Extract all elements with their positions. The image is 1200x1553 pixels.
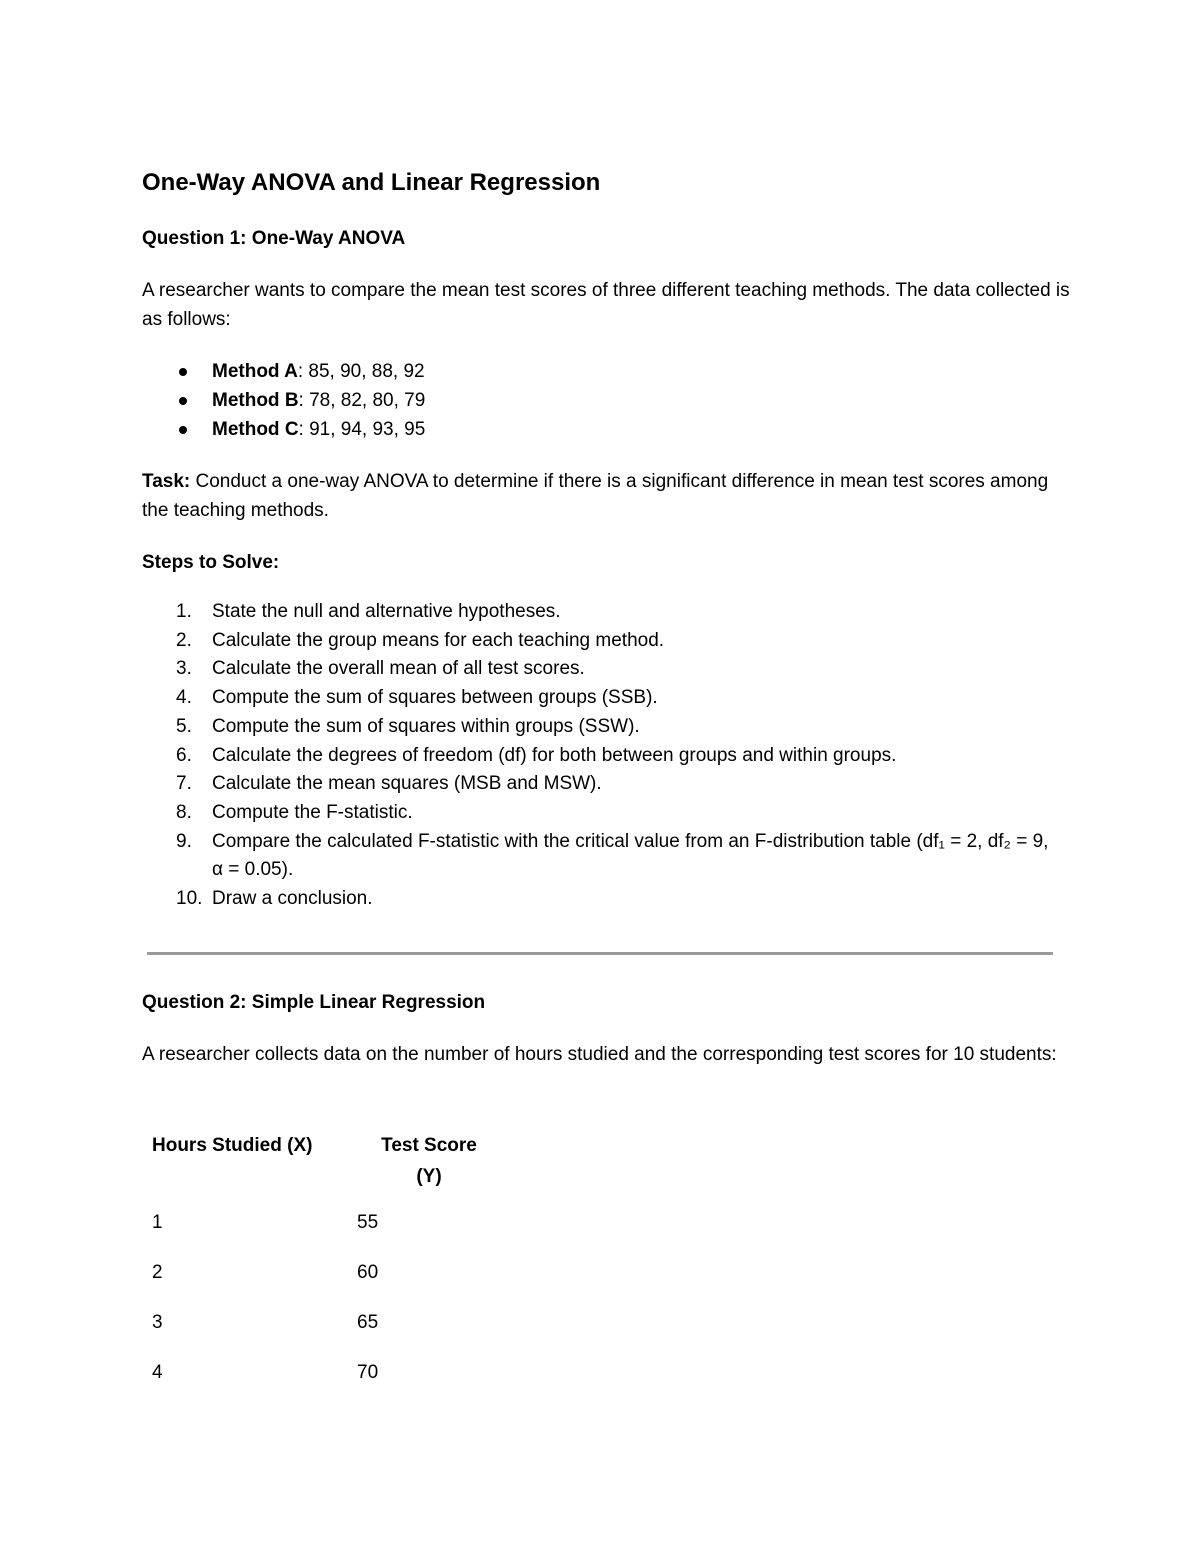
method-list: [176, 357, 425, 444]
list-item: [176, 770, 1056, 799]
step-number: 3.: [176, 658, 192, 680]
list-item: [176, 713, 1056, 742]
step-number: 8.: [176, 801, 192, 823]
step-text: Calculate the overall mean of all test scores.: [212, 658, 585, 680]
task-label: Task:: [142, 471, 191, 492]
method-label: Method B: [212, 390, 299, 411]
step-text: Draw a conclusion.: [212, 888, 373, 910]
question-2-heading: Question 2: Simple Linear Regression: [142, 992, 486, 1013]
method-values: : 85, 90, 88, 92: [297, 361, 425, 382]
step-text: Compute the sum of squares within groups (SSW).: [212, 715, 640, 737]
cell-y: 55: [357, 1212, 379, 1233]
cell-x: 3: [152, 1312, 163, 1333]
cell-y: 65: [357, 1312, 379, 1333]
step-number: 6.: [176, 744, 192, 766]
bullet-icon: [179, 397, 187, 405]
list-item: [176, 386, 425, 415]
list-item: [176, 885, 1056, 914]
list-item: [176, 627, 1056, 656]
method-values: : 91, 94, 93, 95: [298, 419, 426, 440]
step-number: 7.: [176, 773, 192, 795]
list-item: [176, 655, 1056, 684]
list-item: [176, 742, 1056, 771]
step-number: 4.: [176, 687, 192, 709]
cell-y: 70: [357, 1362, 379, 1383]
method-label: Method C: [212, 419, 299, 440]
steps-list: [176, 598, 1056, 914]
step-number: 1.: [176, 601, 192, 622]
column-header-y-line-2: (Y): [416, 1166, 442, 1187]
step-text: Calculate the group means for each teaching method.: [212, 629, 665, 651]
cell-x: 4: [152, 1362, 163, 1383]
list-item: [176, 598, 1056, 627]
step-text: Compare the calculated F-statistic with the critical value from an F-distribution table (df₁ = 2, df₂ = 9, α = 0.05).: [212, 830, 1049, 881]
step-text: Calculate the mean squares (MSB and MSW).: [212, 773, 602, 795]
cell-y: 60: [357, 1262, 379, 1283]
steps-heading: Steps to Solve:: [142, 552, 280, 573]
bullet-icon: [179, 368, 187, 376]
step-text: Compute the sum of squares between groups (SSB).: [212, 687, 658, 709]
step-text: Calculate the degrees of freedom (df) for both between groups and within groups.: [212, 744, 897, 766]
list-item: [176, 684, 1056, 713]
method-values: : 78, 82, 80, 79: [298, 390, 426, 411]
column-header-x: Hours Studied (X): [152, 1135, 313, 1156]
column-header-y-line-1: Test Score: [381, 1135, 477, 1156]
step-text: Compute the F-statistic.: [212, 801, 413, 823]
list-item: [176, 357, 425, 386]
step-number: 10.: [176, 888, 203, 910]
list-item: [176, 828, 1056, 885]
step-number: 2.: [176, 629, 192, 651]
document-title: One-Way ANOVA and Linear Regression: [142, 169, 601, 196]
question-1-heading: Question 1: One-Way ANOVA: [142, 228, 406, 249]
bullet-icon: [179, 426, 187, 434]
task-text: Conduct a one-way ANOVA to determine if there is a significant difference in mean test scores among the teaching methods.: [142, 471, 1049, 521]
step-number: 5.: [176, 715, 192, 737]
horizontal-divider: [147, 952, 1053, 955]
step-number: 9.: [176, 830, 192, 852]
cell-x: 2: [152, 1262, 163, 1283]
column-header-y: [374, 1130, 484, 1192]
step-text: State the null and alternative hypotheses.: [212, 601, 561, 622]
question-1-intro: A researcher wants to compare the mean test scores of three different teaching methods. The data collected is as follows:: [142, 280, 1070, 330]
list-item: [176, 799, 1056, 828]
task-paragraph: [142, 467, 1072, 525]
cell-x: 1: [152, 1212, 163, 1233]
list-item: [176, 415, 425, 444]
method-label: Method A: [212, 361, 298, 382]
question-2-intro: A researcher collects data on the number of hours studied and the corresponding test scores for 10 students:: [142, 1044, 1057, 1065]
